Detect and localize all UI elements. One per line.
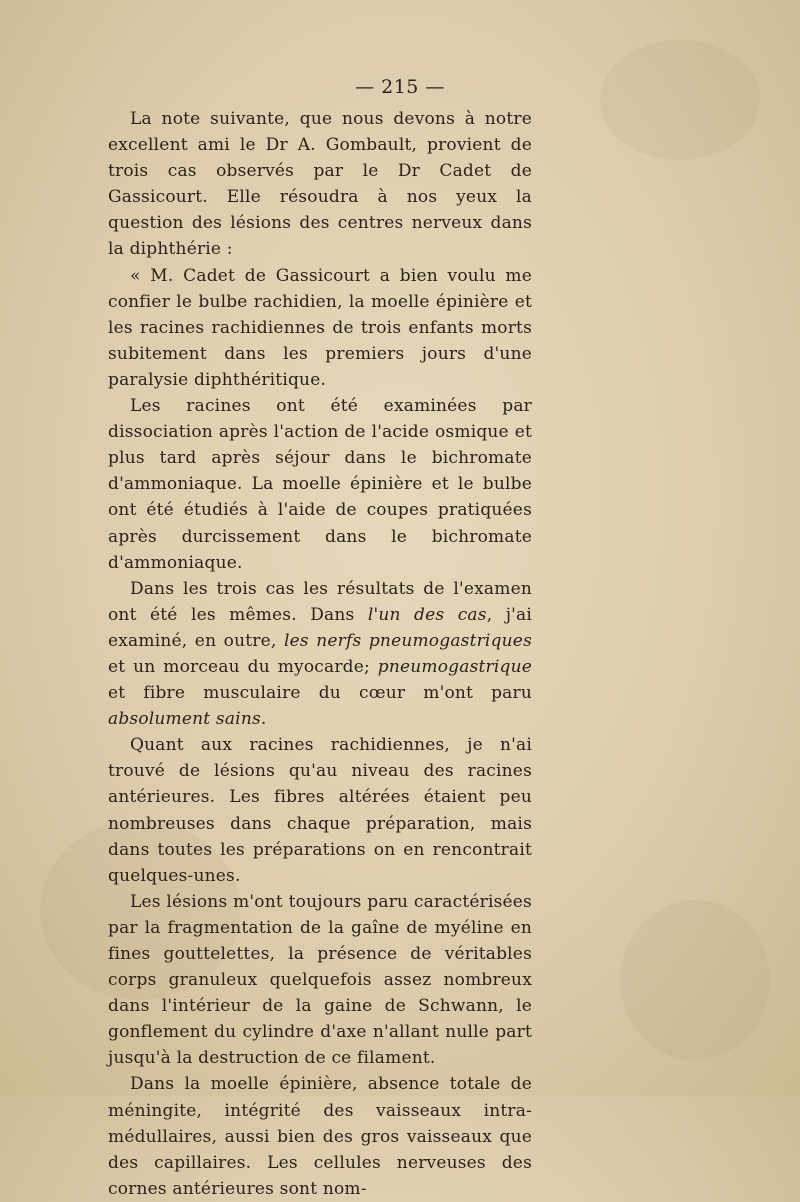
italic-text: absolument sains. — [108, 709, 267, 730]
text-run: et fibre musculaire du cœur m'ont paru — [108, 683, 532, 704]
italic-text: l'un des cas — [367, 604, 487, 625]
paragraph — [108, 889, 532, 1072]
text-run: « M. Cadet de Gassicourt a bien voulu me confier le bulbe rachidien, la moelle épinière et les racines rachidiennes de trois enfants morts subitement dans les premiers jours d'une paralysie diphthéritique. — [108, 265, 532, 390]
italic-text: les nerfs pneumogastriques — [283, 630, 532, 651]
paragraph — [108, 106, 532, 263]
text-run: Les lésions m'ont toujours paru caractérisées par la fragmentation de la gaîne de myéline en fines gouttelettes, la présence de véritables corps granuleux quelquefois assez nombreux dans l'intérieur de la gaine de Schwann, le gonflement du cylindre d'axe n'allant nulle part jusqu'à la destruction de ce filament. — [108, 891, 532, 1069]
italic-text: pneumogastrique — [377, 656, 532, 677]
paragraph — [108, 576, 532, 733]
paragraph — [108, 263, 532, 393]
text-run: Dans la moelle épinière, absence totale de méningite, intégrité des vaisseaux intra-médullaires, aussi bien des gros vaisseaux que des capillaires. Les cellules nerveuses des cornes antérieures sont nom- — [108, 1074, 532, 1199]
body-text — [108, 106, 532, 1202]
page-number: — 215 — — [355, 76, 445, 98]
text-run: Dans les trois cas les résultats de l'examen ont été les mêmes. Dans — [108, 578, 532, 625]
text-run: , j'ai examiné, en outre, — [108, 604, 533, 651]
paragraph — [108, 1071, 532, 1201]
text-run: Les racines ont été examinées par dissociation après l'action de l'acide osmique et plus tard après séjour dans le bichromate d'ammoniaque. La moelle épinière et le bulbe ont été étudiés à l'aide de coupes pratiquées après durcissement dans le bichromate d'ammoniaque. — [108, 396, 532, 573]
paragraph — [108, 393, 532, 576]
text-run: La note suivante, que nous devons à notre excellent ami le Dr A. Gombault, provient de trois cas observés par le Dr Cadet de Gassicourt. Elle résoudra à nos yeux la question des lésions des centres nerveux dans la diphthérie : — [108, 109, 532, 260]
paper-stain — [600, 40, 760, 160]
text-run: Quant aux racines rachidiennes, je n'ai trouvé de lésions qu'au niveau des racines antérieures. Les fibres altérées étaient peu nombreuses dans chaque préparation, mais dans toutes les préparations on en rencontrait quelques-unes. — [108, 735, 532, 886]
text-run: et un morceau du myocarde; — [108, 656, 378, 677]
paragraph — [108, 732, 532, 889]
paper-stain — [620, 900, 770, 1060]
